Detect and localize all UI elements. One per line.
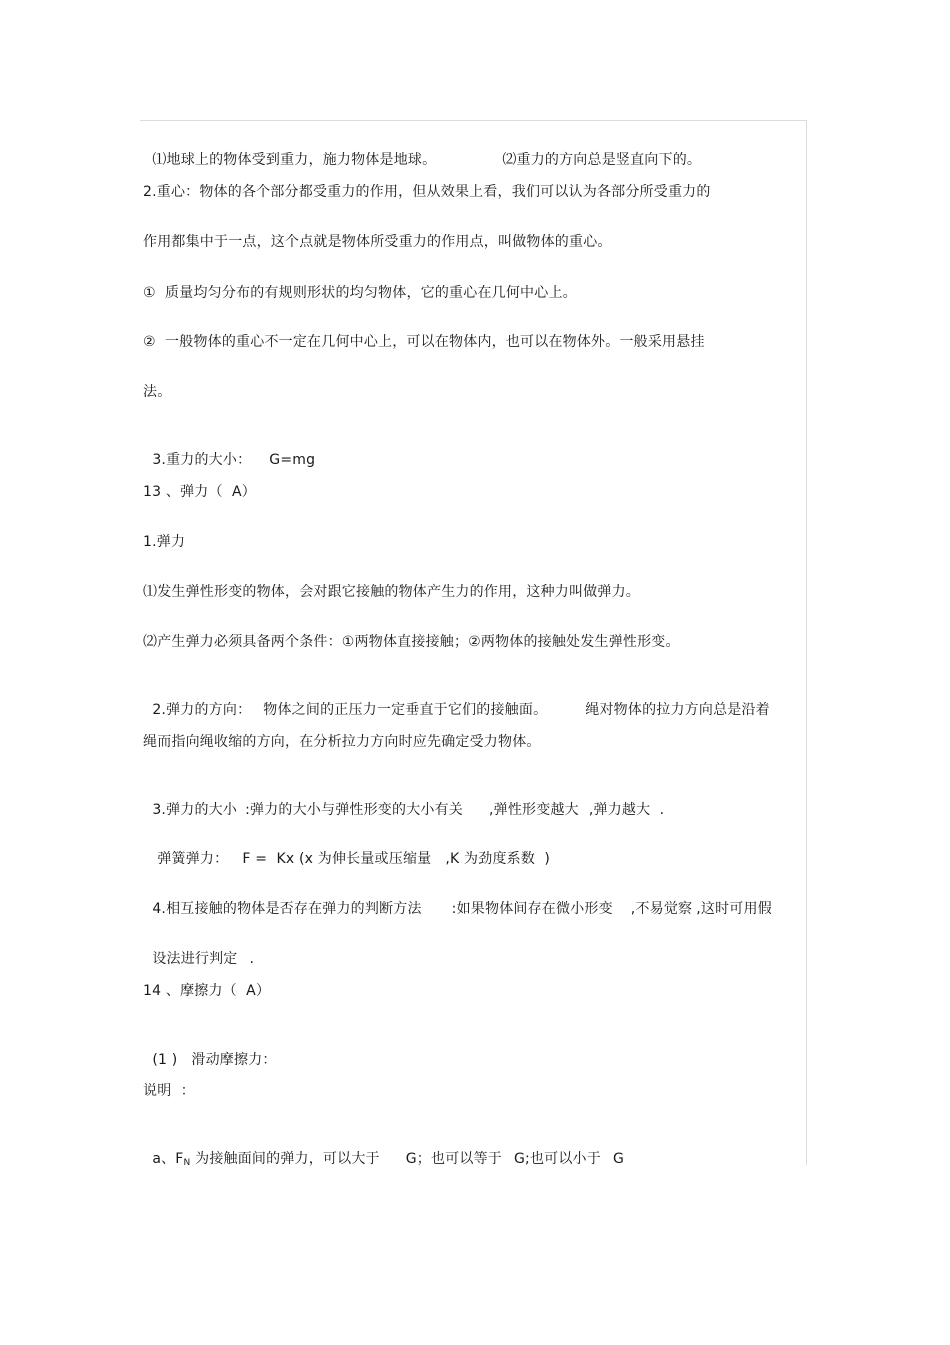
text-segment: G;也可以小于 [513, 1151, 601, 1167]
text-line-20: 说明 ： [143, 1083, 195, 1099]
text-segment: G；也可以等于 [405, 1151, 502, 1167]
subscript: N [183, 1158, 191, 1168]
text-line-6: 法。 [143, 384, 172, 400]
text-segment: 设法进行判定 [152, 951, 238, 967]
text-segment: . [249, 951, 255, 967]
text-line-11: ⑵产生弹力必须具备两个条件：①两物体直接接触；②两物体的接触处发生弹性形变。 [143, 634, 680, 650]
text-segment: G [612, 1151, 625, 1167]
text-line-17 [143, 932, 254, 968]
text-line-19 [143, 1033, 277, 1069]
text-line-4: ① 质量均匀分布的有规则形状的均匀物体，它的重心在几何中心上。 [143, 285, 577, 301]
text-line-13: 绳而指向绳收缩的方向，在分析拉力方向时应先确定受力物体。 [143, 734, 541, 750]
section-heading-14: 14 、摩擦力（ A） [143, 983, 271, 999]
text-segment: 弹簧弹力： [157, 851, 229, 867]
text-segment: ⑴地球上的物体受到重力，施力物体是地球。 [152, 152, 437, 168]
formula: F = Kx (x 为伸长量或压缩量 [242, 851, 432, 867]
text-segment: ,这时可用假 [696, 901, 772, 917]
formula: G=mg [269, 452, 316, 468]
text-segment: 绳对物体的拉力方向总是沿着 [585, 702, 770, 718]
text-line-2: 2.重心：物体的各个部分都受重力的作用，但从效果上看，我们可以认为各部分所受重力的 [143, 184, 711, 200]
text-segment: 3.弹力的大小 [152, 802, 238, 818]
text-segment: a、F [152, 1151, 184, 1167]
text-segment: ,K 为劲度系数 ) [445, 851, 551, 867]
text-line-12 [143, 683, 770, 719]
text-segment: ,弹性形变越大 [489, 802, 579, 818]
text-segment: 为接触面间的弹力，可以大于 [190, 1151, 380, 1167]
text-segment: ,弹力越大 . [588, 802, 665, 818]
text-segment: ⑵重力的方向总是竖直向下的。 [502, 152, 702, 168]
text-segment: ,不易觉察 [630, 901, 693, 917]
text-line-3: 作用都集中于一点，这个点就是物体所受重力的作用点，叫做物体的重心。 [143, 234, 612, 250]
text-segment: (1 ) [152, 1052, 178, 1068]
text-line-16 [143, 882, 772, 918]
text-segment: :如果物体间存在微小形变 [451, 901, 613, 917]
text-segment: 物体之间的正压力一定垂直于它们的接触面。 [263, 702, 548, 718]
text-segment: :弹力的大小与弹性形变的大小有关 [245, 802, 463, 818]
section-heading-13: 13 、弹力（ A） [143, 484, 256, 500]
text-line-5: ② 一般物体的重心不一定在几何中心上，可以在物体内，也可以在物体外。一般采用悬挂 [143, 334, 705, 350]
text-line-7 [143, 433, 315, 469]
text-line-15 [148, 832, 550, 868]
text-line-21 [143, 1132, 624, 1170]
text-segment: 滑动摩擦力： [191, 1052, 277, 1068]
text-line-9: 1.弹力 [143, 534, 186, 550]
text-segment: 4.相互接触的物体是否存在弹力的判断方法 [152, 901, 422, 917]
text-segment: 3.重力的大小： [152, 452, 252, 468]
text-line-10: ⑴发生弹性形变的物体，会对跟它接触的物体产生力的作用，这种力叫做弹力。 [143, 584, 640, 600]
text-line-14 [143, 783, 664, 819]
text-line-1 [143, 133, 701, 169]
text-segment: 2.弹力的方向： [152, 702, 252, 718]
